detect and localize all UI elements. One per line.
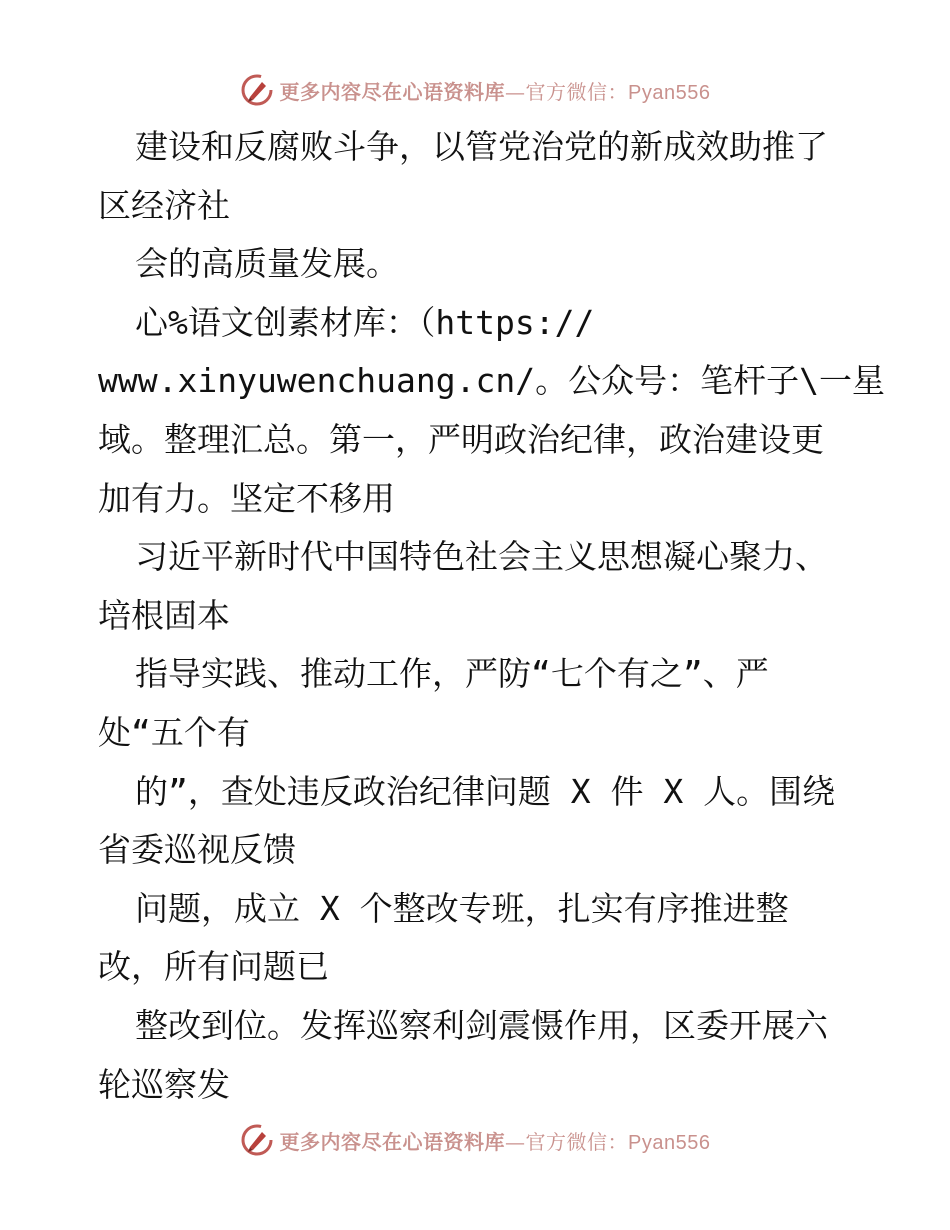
text-line-14: 问题，成立 X 个整改专班，扎实有序推进整: [135, 888, 789, 928]
page-header-banner: [0, 68, 950, 112]
footer-wechat-id: Pyan556: [628, 1131, 711, 1154]
text-line-2: 区经济社: [98, 185, 230, 225]
text-line-5: www.xinyuwenchuang.cn/。公众号：笔杆子\一星: [98, 361, 885, 401]
footer-dash: —: [505, 1129, 526, 1154]
page-footer-banner: [0, 1118, 950, 1162]
footer-label: 官方微信：: [525, 1129, 629, 1154]
pen-nib-circle-icon: [240, 73, 274, 107]
text-line-10: 指导实践、推动工作，严防“七个有之”、严: [135, 654, 769, 694]
document-body: [98, 118, 885, 1114]
header-dash: —: [505, 79, 526, 104]
text-line-15: 改，所有问题已: [98, 947, 329, 987]
text-line-16: 整改到位。发挥巡察利剑震慑作用，区委开展六: [135, 1005, 828, 1045]
header-brand: 更多内容尽在心语资料库: [279, 79, 506, 104]
header-text: [280, 76, 711, 105]
text-line-7: 加有力。坚定不移用: [98, 478, 395, 518]
text-line-13: 省委巡视反馈: [98, 830, 296, 870]
text-line-4: 心%语文创素材库：（https://: [135, 302, 595, 342]
text-line-12: 的”，查处违反政治纪律问题 X 件 X 人。围绕: [135, 771, 836, 811]
text-line-8: 习近平新时代中国特色社会主义思想凝心聚力、: [135, 537, 828, 577]
text-line-6: 域。整理汇总。第一，严明政治纪律，政治建设更: [98, 419, 824, 459]
text-line-3: 会的高质量发展。: [135, 244, 399, 284]
text-line-1: 建设和反腐败斗争，以管党治党的新成效助推了: [135, 127, 828, 166]
footer-brand: 更多内容尽在心语资料库: [279, 1129, 506, 1154]
header-label: 官方微信：: [525, 79, 629, 104]
footer-text: [280, 1126, 711, 1155]
pen-nib-circle-icon: [240, 1123, 274, 1157]
text-line-17: 轮巡察发: [98, 1064, 230, 1104]
header-wechat-id: Pyan556: [628, 81, 711, 104]
text-line-9: 培根固本: [98, 595, 230, 635]
text-line-11: 处“五个有: [98, 712, 250, 752]
